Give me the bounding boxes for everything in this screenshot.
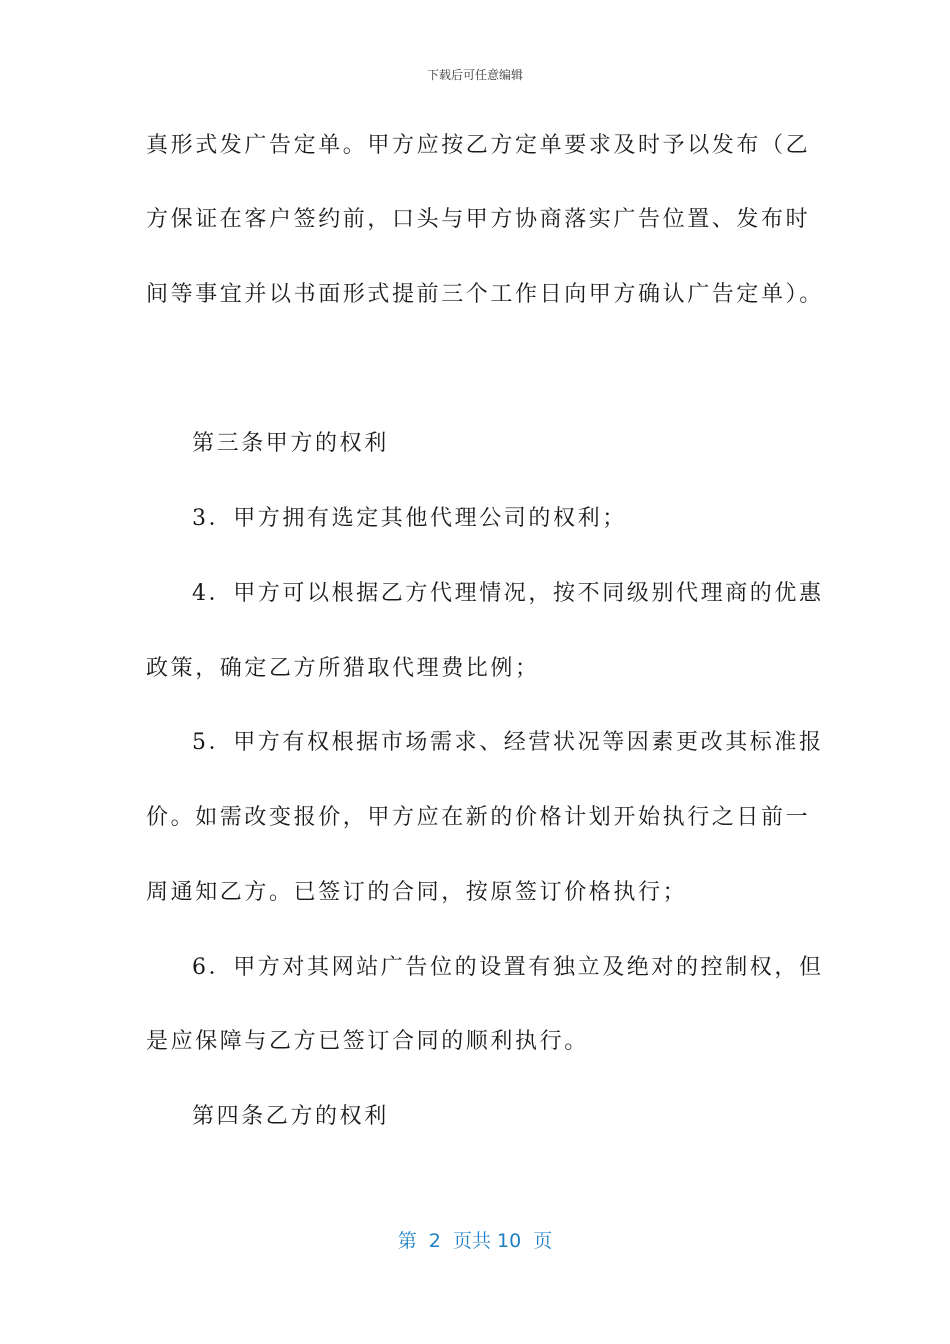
list-item: 5．甲方有权根据市场需求、经营状况等因素更改其标准报 [192, 730, 824, 755]
paragraph-line: 是应保障与乙方已签订合同的顺利执行。 [146, 1029, 589, 1054]
list-item: 6．甲方对其网站广告位的设置有独立及绝对的控制权，但 [192, 955, 824, 980]
page-number-footer: 第 2 页共 10 页 [397, 1230, 553, 1252]
list-item: 3．甲方拥有选定其他代理公司的权利； [192, 506, 627, 531]
paragraph-line: 方保证在客户签约前，口头与甲方协商落实广告位置、发布时 [146, 207, 811, 232]
paragraph-line: 周通知乙方。已签订的合同，按原签订价格执行； [146, 880, 688, 905]
header-note: 下载后可任意编辑 [426, 68, 523, 82]
paragraph-line: 真形式发广告定单。甲方应按乙方定单要求及时予以发布（乙 [146, 133, 811, 158]
paragraph-line: 政策，确定乙方所猎取代理费比例； [146, 656, 540, 681]
section-heading: 第四条乙方的权利 [192, 1104, 389, 1129]
paragraph-line: 价。如需改变报价，甲方应在新的价格计划开始执行之日前一 [146, 805, 811, 830]
paragraph-line: 间等事宜并以书面形式提前三个工作日向甲方确认广告定单）。 [146, 282, 824, 307]
list-item: 4．甲方可以根据乙方代理情况，按不同级别代理商的优惠 [192, 581, 824, 606]
section-heading: 第三条甲方的权利 [192, 431, 389, 456]
